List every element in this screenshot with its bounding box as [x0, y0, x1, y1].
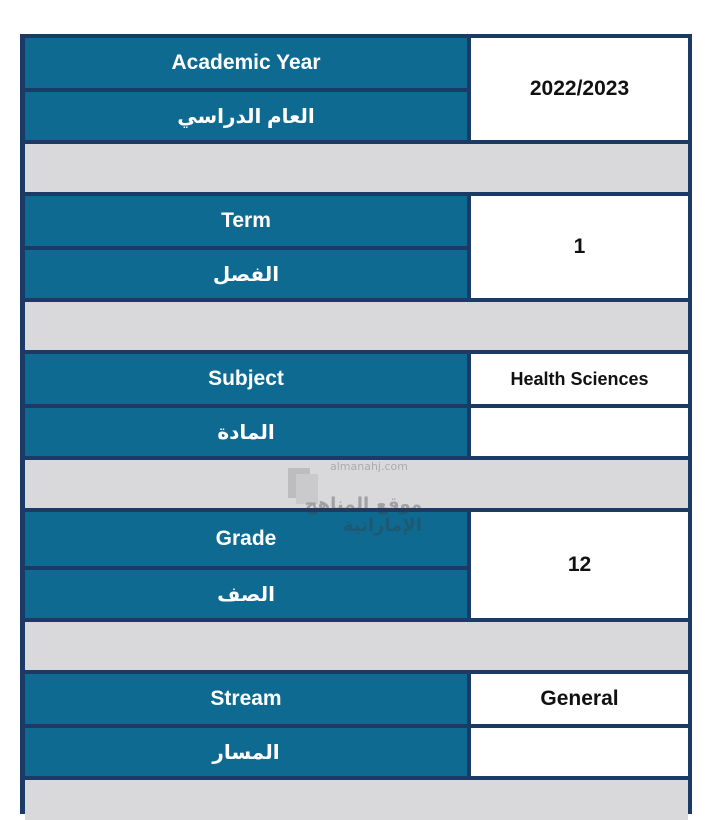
term-label: Term — [25, 196, 467, 246]
grade-label: Grade — [25, 512, 467, 566]
watermark-text: موقع المناهج الإماراتية — [304, 494, 422, 536]
subject-value: Health Sciences — [471, 354, 688, 404]
watermark-site: almanahj.com — [330, 460, 408, 473]
spacer-row — [25, 460, 688, 508]
stream-value-ar — [471, 728, 688, 776]
spacer-row — [25, 780, 688, 820]
term-label-ar: الفصل — [25, 250, 467, 298]
academic-year-value: 2022/2023 — [471, 38, 688, 140]
info-table — [20, 34, 692, 814]
spacer-row — [25, 622, 688, 670]
academic-year-label-ar: العام الدراسي — [25, 92, 467, 140]
academic-year-label: Academic Year — [25, 38, 467, 88]
stream-label-ar: المسار — [25, 728, 467, 776]
spacer-row — [25, 144, 688, 192]
subject-label-ar: المادة — [25, 408, 467, 456]
subject-label: Subject — [25, 354, 467, 404]
stream-label: Stream — [25, 674, 467, 724]
term-value: 1 — [471, 196, 688, 298]
stream-value: General — [471, 674, 688, 724]
subject-value-ar — [471, 408, 688, 456]
grade-value: 12 — [471, 512, 688, 618]
grade-label-ar: الصف — [25, 570, 467, 618]
spacer-row — [25, 302, 688, 350]
